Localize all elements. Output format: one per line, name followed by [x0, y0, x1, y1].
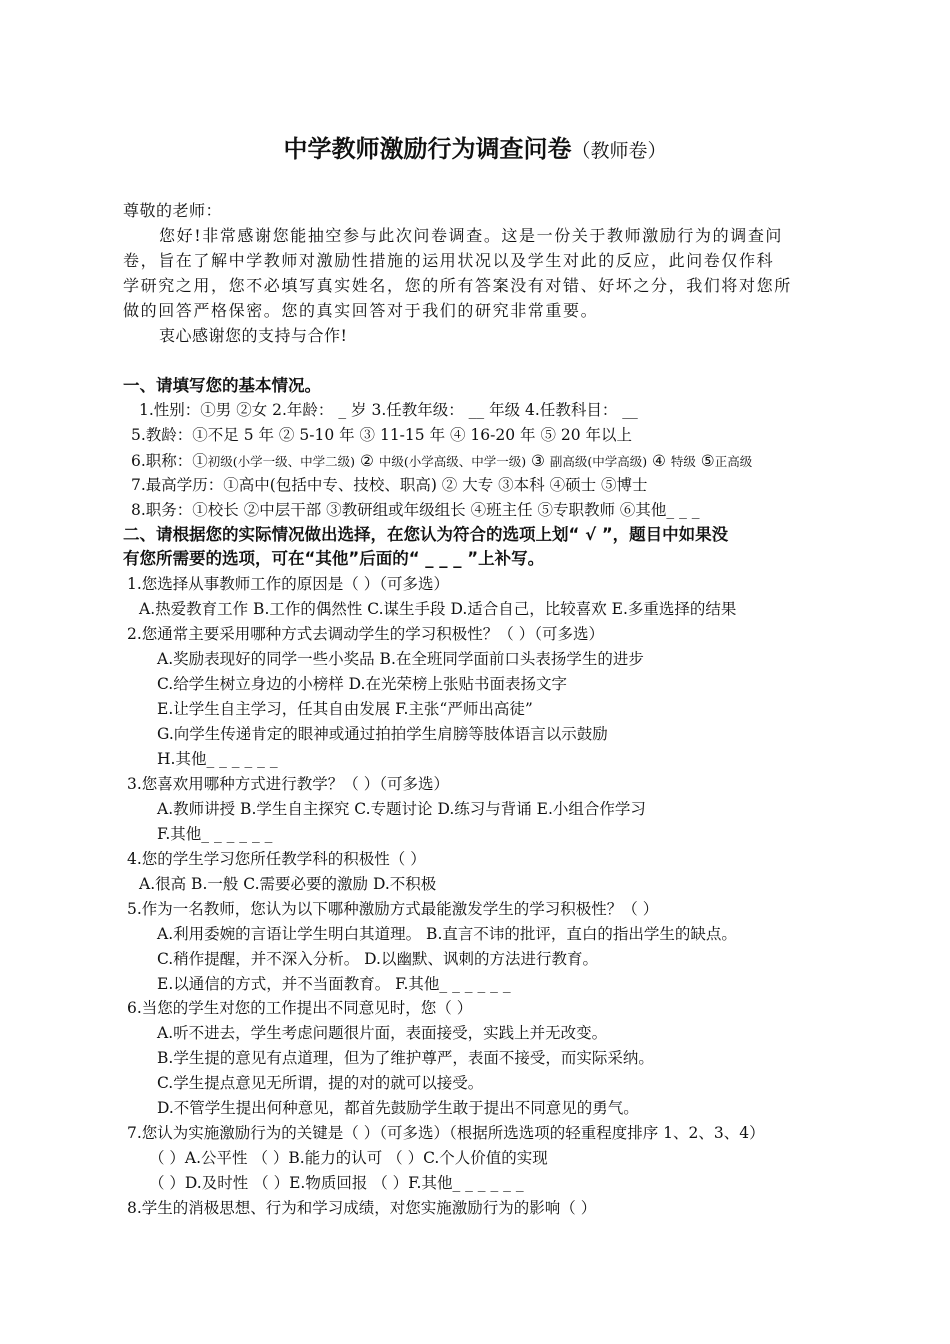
question-6-option-b: B.学生提的意见有点道理，但为了维护尊严，表面不接受，而实际采纳。: [157, 1049, 654, 1067]
basic-info-line-1: 1.性别：①男 ②女 2.年龄： _ 岁 3.任教年级： __ 年级 4.任教科目： __: [139, 401, 638, 419]
question-7: 7.您认为实施激励行为的关键是（ ）（可多选）（根据所选选项的轻重程度排序 1、2、3、4）: [127, 1124, 765, 1142]
question-3-options: A.教师讲授 B.学生自主探究 C.专题讨论 D.练习与背诵 E.小组合作学习: [157, 800, 646, 818]
title-opt-5: 正高级: [714, 454, 753, 469]
basic-info-line-3: [131, 449, 752, 474]
intro-line-1: 您好!非常感谢您能抽空参与此次问卷调查。这是一份关于教师激励行为的调查问: [159, 226, 784, 245]
intro-line-3: 学研究之用，您不必填写真实姓名，您的所有答案没有对错、好坏之分，我们将对您所: [123, 276, 792, 295]
question-5-options-ef: E.以通信的方式，并不当面教育。 F.其他_ _ _ _ _ _: [157, 975, 511, 993]
question-2: 2.您通常主要采用哪种方式去调动学生的学习积极性？（ ）（可多选）: [127, 625, 604, 643]
question-2-option-g: G.向学生传递肯定的眼神或通过拍拍学生肩膀等肢体语言以示鼓励: [157, 725, 608, 743]
basic-info-line-2: 5.教龄：①不足 5 年 ② 5-10 年 ③ 11-15 年 ④ 16-20 年 ⑤ 20 年以上: [131, 426, 633, 444]
question-4-options: A.很高 B.一般 C.需要必要的激励 D.不积极: [139, 875, 437, 893]
section2-heading-1: 二、请根据您的实际情况做出选择，在您认为符合的选项上划“ √ ”，题目中如果没: [123, 525, 729, 544]
question-5: 5.作为一名教师，您认为以下哪种激励方式最能激发学生的学习积极性？（ ）: [127, 900, 659, 918]
section2-heading-2: 有您所需要的选项，可在“其他”后面的“ _ _ _ ”上补写。: [123, 549, 545, 568]
title-opt-3: 副高级(中学高级): [549, 454, 648, 469]
section1-heading: 一、请填写您的基本情况。: [123, 376, 321, 395]
title-opt-4: 特级: [670, 454, 696, 469]
question-2-options-cd: C.给学生树立身边的小榜样 D.在光荣榜上张贴书面表扬文字: [157, 675, 567, 693]
title-sep-3: ③: [526, 452, 550, 470]
question-7-options-def: （ ）D.及时性 （ ）E.物质回报 （ ）F.其他_ _ _ _ _ _: [149, 1174, 524, 1192]
title-opt-2: 中级(小学高级、中学一级): [378, 454, 527, 469]
title-sep-4: ④: [647, 452, 671, 470]
title-main: 中学教师激励行为调查问卷: [283, 135, 572, 163]
question-6-option-c: C.学生提点意见无所谓，提的对的就可以接受。: [157, 1074, 484, 1092]
question-1-options: A.热爱教育工作 B.工作的偶然性 C.谋生手段 D.适合自己，比较喜欢 E.多重选择的结果: [139, 600, 737, 618]
intro-line-4: 做的回答严格保密。您的真实回答对于我们的研究非常重要。: [123, 301, 599, 320]
question-6-option-d: D.不管学生提出何种意见，都首先鼓励学生敢于提出不同意见的勇气。: [157, 1099, 639, 1117]
question-1: 1.您选择从事教师工作的原因是（ ）（可多选）: [127, 575, 449, 593]
question-3-option-f: F.其他_ _ _ _ _ _: [157, 825, 273, 843]
question-4: 4.您的学生学习您所任教学科的积极性（ ）: [127, 850, 426, 868]
question-2-options-ef: E.让学生自主学习，任其自由发展 F.主张“严师出高徒”: [157, 700, 533, 718]
question-2-option-h: H.其他_ _ _ _ _ _: [157, 750, 278, 768]
question-7-options-abc: （ ）A.公平性 （ ）B.能力的认可 （ ）C.个人价值的实现: [149, 1149, 548, 1167]
question-5-options-ab: A.利用委婉的言语让学生明白其道理。 B.直言不讳的批评，直白的指出学生的缺点。: [157, 925, 737, 943]
page-title: [0, 133, 950, 167]
title-sub: （教师卷）: [571, 140, 667, 162]
question-3: 3.您喜欢用哪种方式进行教学？（ ）（可多选）: [127, 775, 449, 793]
salutation: 尊敬的老师：: [123, 201, 223, 220]
basic-info-line-5: 8.职务：①校长 ②中层干部 ③教研组或年级组长 ④班主任 ⑤专职教师 ⑥其他_ _ _: [131, 501, 700, 519]
question-5-options-cd: C.稍作提醒，并不深入分析。 D.以幽默、讽刺的方法进行教育。: [157, 950, 598, 968]
question-6: 6.当您的学生对您的工作提出不同意见时，您（ ）: [127, 999, 473, 1017]
basic-info-line-4: 7.最高学历：①高中(包括中专、技校、职高) ② 大专 ③本科 ④硕士 ⑤博士: [131, 476, 648, 494]
question-6-option-a: A.听不进去，学生考虑问题很片面，表面接受，实践上并无改变。: [157, 1024, 608, 1042]
title-opt-1: 初级(小学一级、中学二级): [207, 454, 356, 469]
question-8: 8.学生的消极思想、行为和学习成绩，对您实施激励行为的影响（ ）: [127, 1199, 597, 1217]
title-sep-2: ②: [355, 452, 379, 470]
title-sep-5: ⑤: [695, 452, 715, 470]
title-label: 6.职称：①: [131, 452, 208, 470]
question-2-options-ab: A.奖励表现好的同学一些小奖品 B.在全班同学面前口头表扬学生的进步: [157, 650, 644, 668]
intro-thanks: 衷心感谢您的支持与合作!: [159, 326, 348, 345]
intro-line-2: 卷，旨在了解中学教师对激励性措施的运用状况以及学生对此的反应，此问卷仅作科: [123, 251, 775, 270]
